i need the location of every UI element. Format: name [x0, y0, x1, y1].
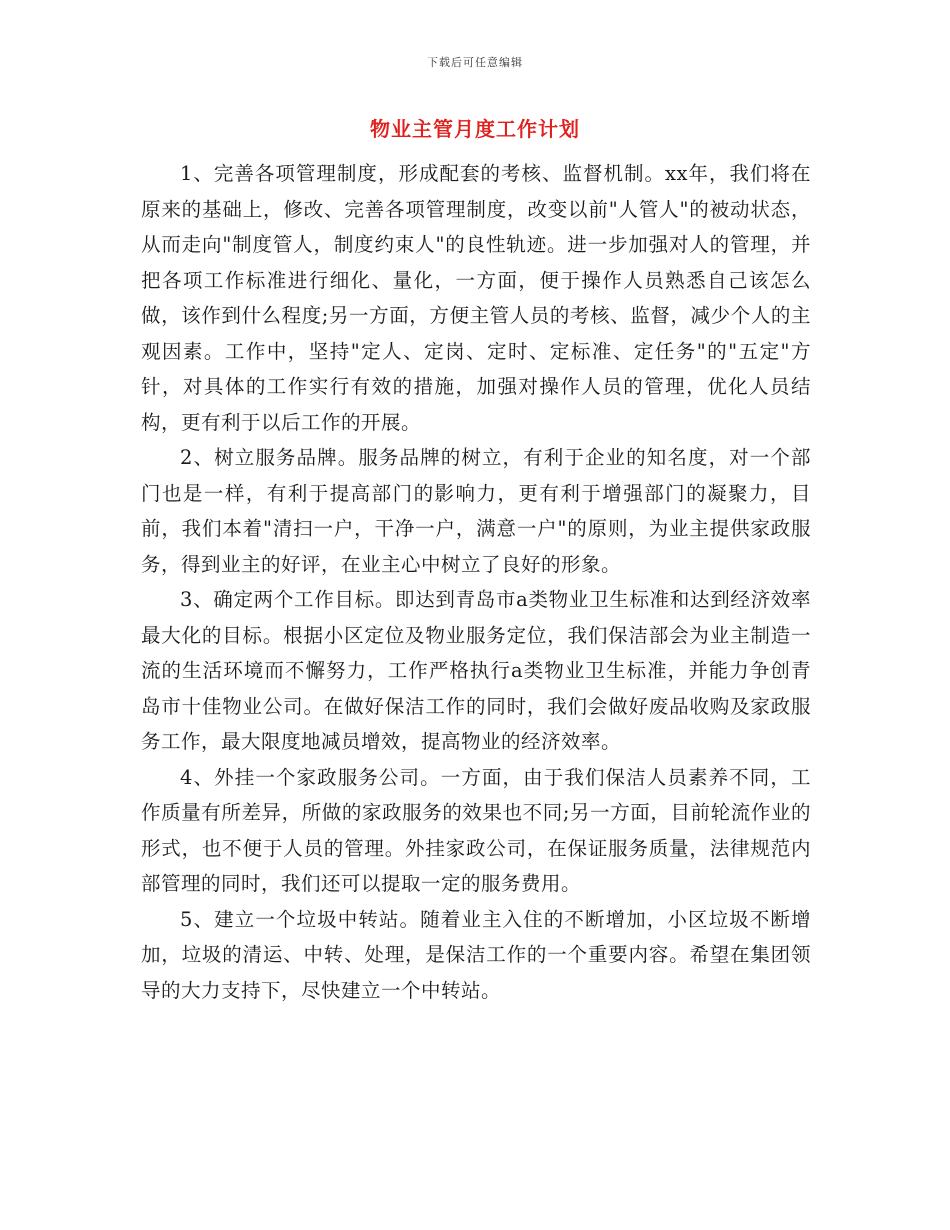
paragraph-3: 3、确定两个工作目标。即达到青岛市a类物业卫生标准和达到经济效率最大化的目标。根据小区定位及物业服务定位，我们保洁部会为业主制造一流的生活环境而不懈努力，工作严格执行a类物业卫生标准，并能力争创青岛市十佳物业公司。在做好保洁工作的同时，我们会做好废品收购及家政服务工作，最大限度地减员增效，提高物业的经济效率。 — [141, 588, 811, 753]
paragraph-5: 5、建立一个垃圾中转站。随着业主入住的不断增加，小区垃圾不断增加，垃圾的清运、中转、处理，是保洁工作的一个重要内容。希望在集团领导的大力支持下，尽快建立一个中转站。 — [141, 907, 811, 1002]
document-title: 物业主管月度工作计划 — [370, 117, 580, 141]
header-note: 下载后可任意编辑 — [427, 56, 523, 69]
paragraph-4: 4、外挂一个家政服务公司。一方面，由于我们保洁人员素养不同，工作质量有所差异，所做的家政服务的效果也不同;另一方面，目前轮流作业的形式，也不便于人员的管理。外挂家政公司，在保证服务质量，法律规范内部管理的同时，我们还可以提取一定的服务费用。 — [141, 765, 811, 895]
paragraph-1: 1、完善各项管理制度，形成配套的考核、监督机制。xx年，我们将在原来的基础上，修改、完善各项管理制度，改变以前"人管人"的被动状态，从而走向"制度管人，制度约束人"的良性轨迹。进一步加强对人的管理，并把各项工作标准进行细化、量化，一方面，便于操作人员熟悉自己该怎么做，该作到什么程度;另一方面，方便主管人员的考核、监督，减少个人的主观因素。工作中，坚持"定人、定岗、定时、定标准、定任务"的"五定"方针，对具体的工作实行有效的措施，加强对操作人员的管理，优化人员结构，更有利于以后工作的开展。 — [141, 162, 811, 434]
paragraph-2: 2、树立服务品牌。服务品牌的树立，有利于企业的知名度，对一个部门也是一样，有利于提高部门的影响力，更有利于增强部门的凝聚力，目前，我们本着"清扫一户，干净一户，满意一户"的原则，为业主提供家政服务，得到业主的好评，在业主心中树立了良好的形象。 — [141, 446, 811, 576]
document-body — [141, 156, 811, 1008]
